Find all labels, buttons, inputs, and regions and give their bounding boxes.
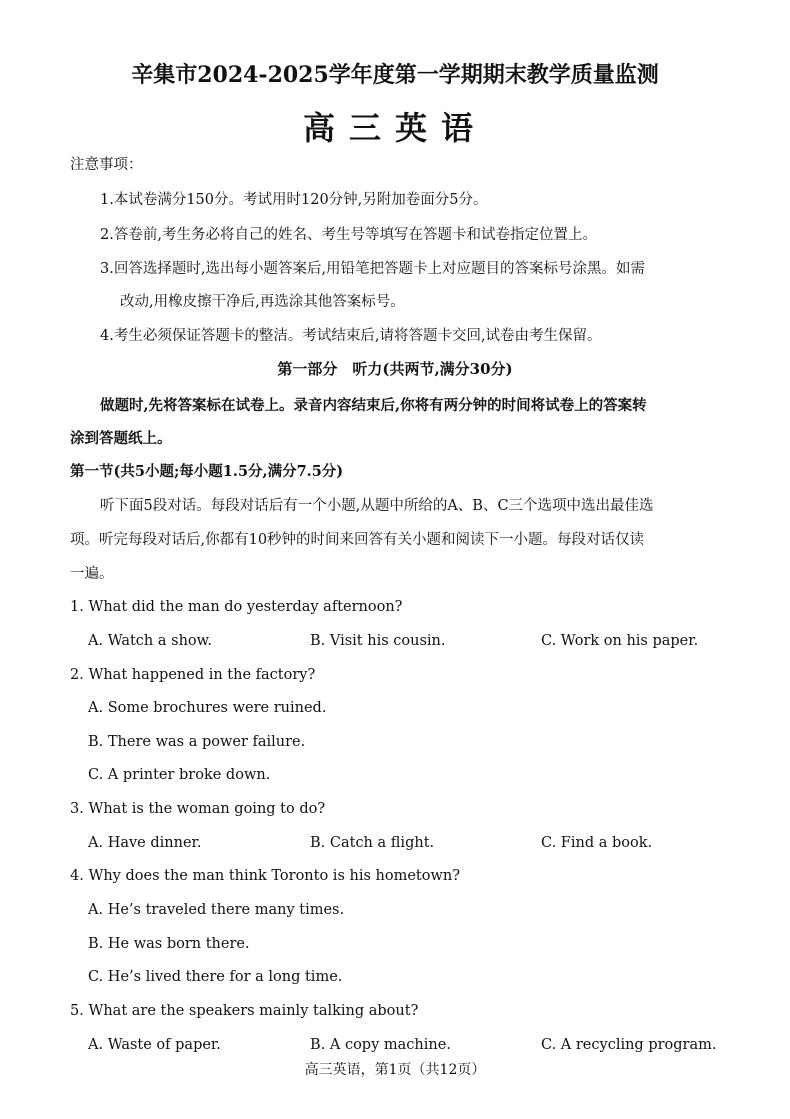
exam-title: 辛集市2024-2025学年度第一学期期末教学质量监测 bbox=[131, 62, 659, 88]
note-item-3-cont: 改动,用橡皮擦干净后,再选涂其他答案标号。 bbox=[120, 294, 405, 310]
question-option: B. A copy machine. bbox=[310, 1037, 451, 1053]
question-option: B. He was born there. bbox=[88, 936, 250, 952]
question-option: A. Have dinner. bbox=[88, 835, 202, 851]
part1-instruction-1: 做题时,先将答案标在试卷上。录音内容结束后,你将有两分钟的时间将试卷上的答案转 bbox=[100, 397, 647, 414]
question-option: A. Waste of paper. bbox=[88, 1037, 221, 1053]
question-option: A. Some brochures were ruined. bbox=[88, 700, 327, 716]
question-option: C. A recycling program. bbox=[541, 1037, 717, 1053]
section1-text-2: 项。听完每段对话后,你都有10秒钟的时间来回答有关小题和阅读下一小题。每段对话仅读 bbox=[70, 532, 645, 548]
question-option: C. Work on his paper. bbox=[541, 633, 699, 649]
note-item-3: 3.回答选择题时,选出每小题答案后,用铅笔把答题卡上对应题目的答案标号涂黑。如需 bbox=[100, 261, 646, 277]
question-option: C. Find a book. bbox=[541, 835, 653, 851]
note-item-1: 1.本试卷满分150分。考试用时120分钟,另附加卷面分5分。 bbox=[100, 192, 488, 208]
notes-heading: 注意事项： bbox=[70, 157, 143, 173]
question-option: C. He’s lived there for a long time. bbox=[88, 969, 343, 985]
question-option: B. Catch a flight. bbox=[310, 835, 435, 851]
section1-heading: 第一节(共5小题;每小题1.5分,满分7.5分) bbox=[70, 463, 344, 480]
question-stem: 4. Why does the man think Toronto is his hometown? bbox=[70, 868, 460, 884]
question-option: A. He’s traveled there many times. bbox=[88, 902, 345, 918]
question-option: B. Visit his cousin. bbox=[310, 633, 446, 649]
question-stem: 1. What did the man do yesterday afternoon? bbox=[70, 599, 403, 615]
note-item-4: 4.考生必须保证答题卡的整洁。考试结束后,请将答题卡交回,试卷由考生保留。 bbox=[100, 328, 602, 344]
question-stem: 3. What is the woman going to do? bbox=[70, 801, 326, 817]
section1-text-3: 一遍。 bbox=[70, 566, 114, 582]
page-footer: 高三英语，第1页（共12页） bbox=[304, 1062, 486, 1078]
note-item-2: 2.答卷前,考生务必将自己的姓名、考生号等填写在答题卡和试卷指定位置上。 bbox=[100, 227, 597, 243]
question-option: A. Watch a show. bbox=[88, 633, 212, 649]
exam-subject: 高三英语 bbox=[302, 109, 487, 147]
question-option: B. There was a power failure. bbox=[88, 734, 306, 750]
section1-text-1: 听下面5段对话。每段对话后有一个小题,从题中所给的A、B、C三个选项中选出最佳选 bbox=[100, 498, 654, 514]
question-option: C. A printer broke down. bbox=[88, 767, 271, 783]
question-stem: 5. What are the speakers mainly talking about? bbox=[70, 1003, 419, 1019]
question-stem: 2. What happened in the factory? bbox=[70, 667, 316, 683]
part1-instruction-2: 涂到答题纸上。 bbox=[70, 430, 172, 447]
part1-heading: 第一部分 听力(共两节,满分30分) bbox=[277, 360, 513, 378]
